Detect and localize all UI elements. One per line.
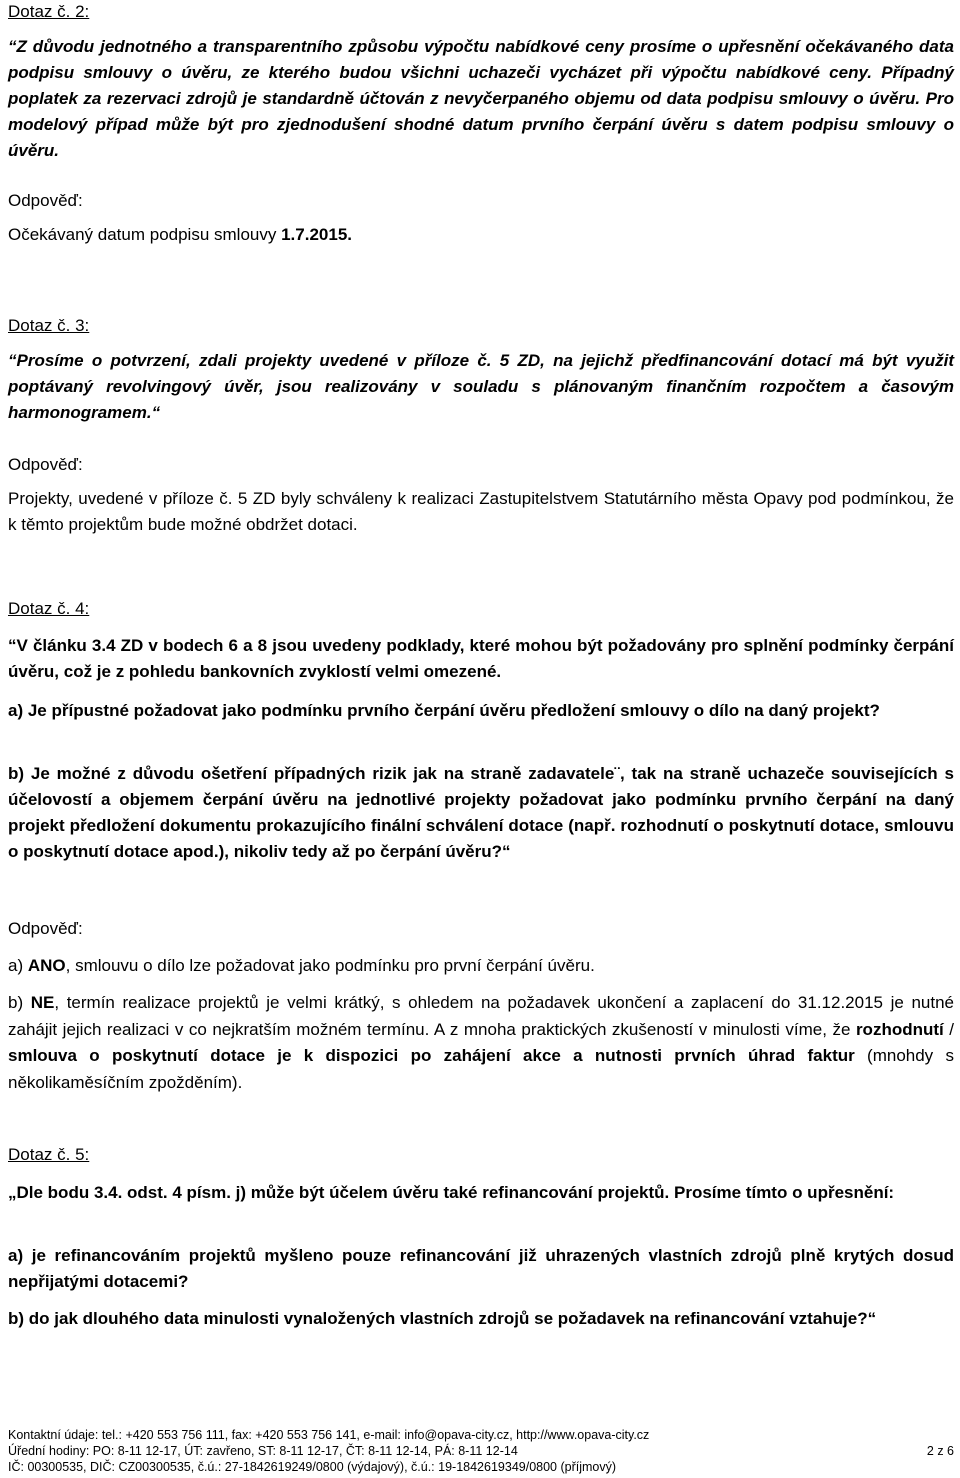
q4-heading: Dotaz č. 4: — [8, 599, 90, 618]
q4-answer-a-bold: ANO — [27, 956, 66, 975]
q4-answer-b-bold2: rozhodnutí — [855, 1019, 944, 1039]
q2-question: “Z důvodu jednotného a transparentního způsobu výpočtu nabídkové ceny prosíme o upřesnění očekávaného data podpisu smlouvy o úvěru, ze kterého budou všichni uchazeči vycházet při výpočtu nabídkové ceny. Případný poplatek za rezervaci zdrojů je standardně účtován z nevyčerpaného objemu od data podpisu smlouvy o úvěru. Pro modelový případ může být pro zjednodušení shodné datum prvního čerpání úvěru s datem podpisu smlouvy o úvěru. — [8, 37, 954, 160]
q4-part-b: b) Je možné z důvodu ošetření případných rizik jak na straně zadavatele¨, tak na straně uchazeče souvisejících s účelovostí a objemem čerpání úvěru na jednotlivé projekty požadovat jako podmínku prvního čerpání na daný projekt předložení dokumentu prokazujícího finální schválení dotace (např. rozhodnutí o poskytnutí dotace, smlouvu o poskytnutí dotace apod.), nikoliv tedy až po čerpání úvěru?“ — [8, 764, 954, 861]
q3-heading: Dotaz č. 3: — [8, 316, 90, 335]
q4-answer-label: Odpověď: — [8, 919, 83, 938]
footer-hours-row — [8, 1443, 954, 1459]
q4-answer-a — [8, 953, 954, 979]
q3-question: “Prosíme o potvrzení, zdali projekty uvedené v příloze č. 5 ZD, na jejichž předfinancování dotací má být využit poptávaný revolvingový úvěr, jsou realizovány v souladu s plánovaným finančním rozpočtem a časovým harmonogramem.“ — [8, 351, 954, 422]
q5-heading: Dotaz č. 5: — [8, 1145, 90, 1164]
q4-answer-a-rest: , smlouvu o dílo lze požadovat jako podmínku pro první čerpání úvěru. — [65, 956, 595, 975]
q5-intro: „Dle bodu 3.4. odst. 4 písm. j) může být účelem úvěru také refinancování projektů. Prosíme tímto o upřesnění: — [8, 1183, 895, 1202]
footer-contacts: Kontaktní údaje: tel.: +420 553 756 111, fax: +420 553 756 141, e-mail: info@opava-city.cz, http://www.opava-city.cz — [8, 1428, 650, 1442]
q4-part-a: a) Je přípustné požadovat jako podmínku prvního čerpání úvěru předložení smlouvy o dílo na daný projekt? — [8, 701, 880, 720]
q2-answer-text: Očekávaný datum podpisu smlouvy — [8, 225, 282, 244]
footer-page-number: 2 z 6 — [926, 1444, 954, 1458]
page-footer — [8, 1427, 954, 1475]
q2-answer-label: Odpověď: — [8, 191, 83, 210]
q5-part-a: a) je refinancováním projektů myšleno pouze refinancování již uhrazených vlastních zdrojů plně krytých dosud nepřijatými dotacemi? — [8, 1246, 954, 1291]
q4-answer-b-text3: (mnohdy s několikaměsíčním zpožděním). — [8, 1046, 954, 1092]
q3-answer-label: Odpověď: — [8, 455, 83, 474]
q2-answer — [8, 222, 954, 248]
q4-answer-b — [8, 990, 954, 1096]
q2-answer-date: 1.7.2015. — [281, 225, 352, 244]
q4-answer-b-bold3: smlouva o poskytnutí dotace je k dispozici po zahájení akce a nutnosti prvních úhrad faktur — [8, 1046, 855, 1065]
q4-answer-b-prefix: b) — [8, 993, 31, 1012]
q4-answer-a-prefix: a) — [8, 956, 28, 975]
q5-part-b: b) do jak dlouhého data minulosti vynaložených vlastních zdrojů se požadavek na refinancování vztahuje?“ — [8, 1309, 877, 1328]
q4-answer-b-text2: / — [943, 1019, 955, 1039]
footer-ids: IČ: 00300535, DIČ: CZ00300535, č.ú.: 27-1842619249/0800 (výdajový), č.ú.: 19-1842619349/0800 (příjmový) — [8, 1460, 617, 1474]
q4-answer-b-text1: , termín realizace projektů je velmi krátký, s ohledem na požadavek ukončení a zaplacení do 31.12.2015 je nutné zahájit jejich realizaci v co nejkratším možném termínu. A z mnoha praktických zkušeností v minulosti víme, že — [8, 993, 954, 1039]
q4-answer-b-bold1: NE — [30, 993, 55, 1012]
q4-intro: “V článku 3.4 ZD v bodech 6 a 8 jsou uvedeny podklady, které mohou být požadovány pro splnění podmínky čerpání úvěru, což je z pohledu bankovních zvyklostí velmi omezené. — [8, 636, 954, 681]
footer-hours: Úřední hodiny: PO: 8-11 12-17, ÚT: zavřeno, ST: 8-11 12-17, ČT: 8-11 12-14, PÁ: 8-11 12-14 — [8, 1444, 518, 1458]
q2-heading: Dotaz č. 2: — [8, 2, 90, 21]
q3-answer: Projekty, uvedené v příloze č. 5 ZD byly schváleny k realizaci Zastupitelstvem Statutárního města Opavy pod podmínkou, že k těmto projektům bude možné obdržet dotaci. — [8, 489, 954, 534]
